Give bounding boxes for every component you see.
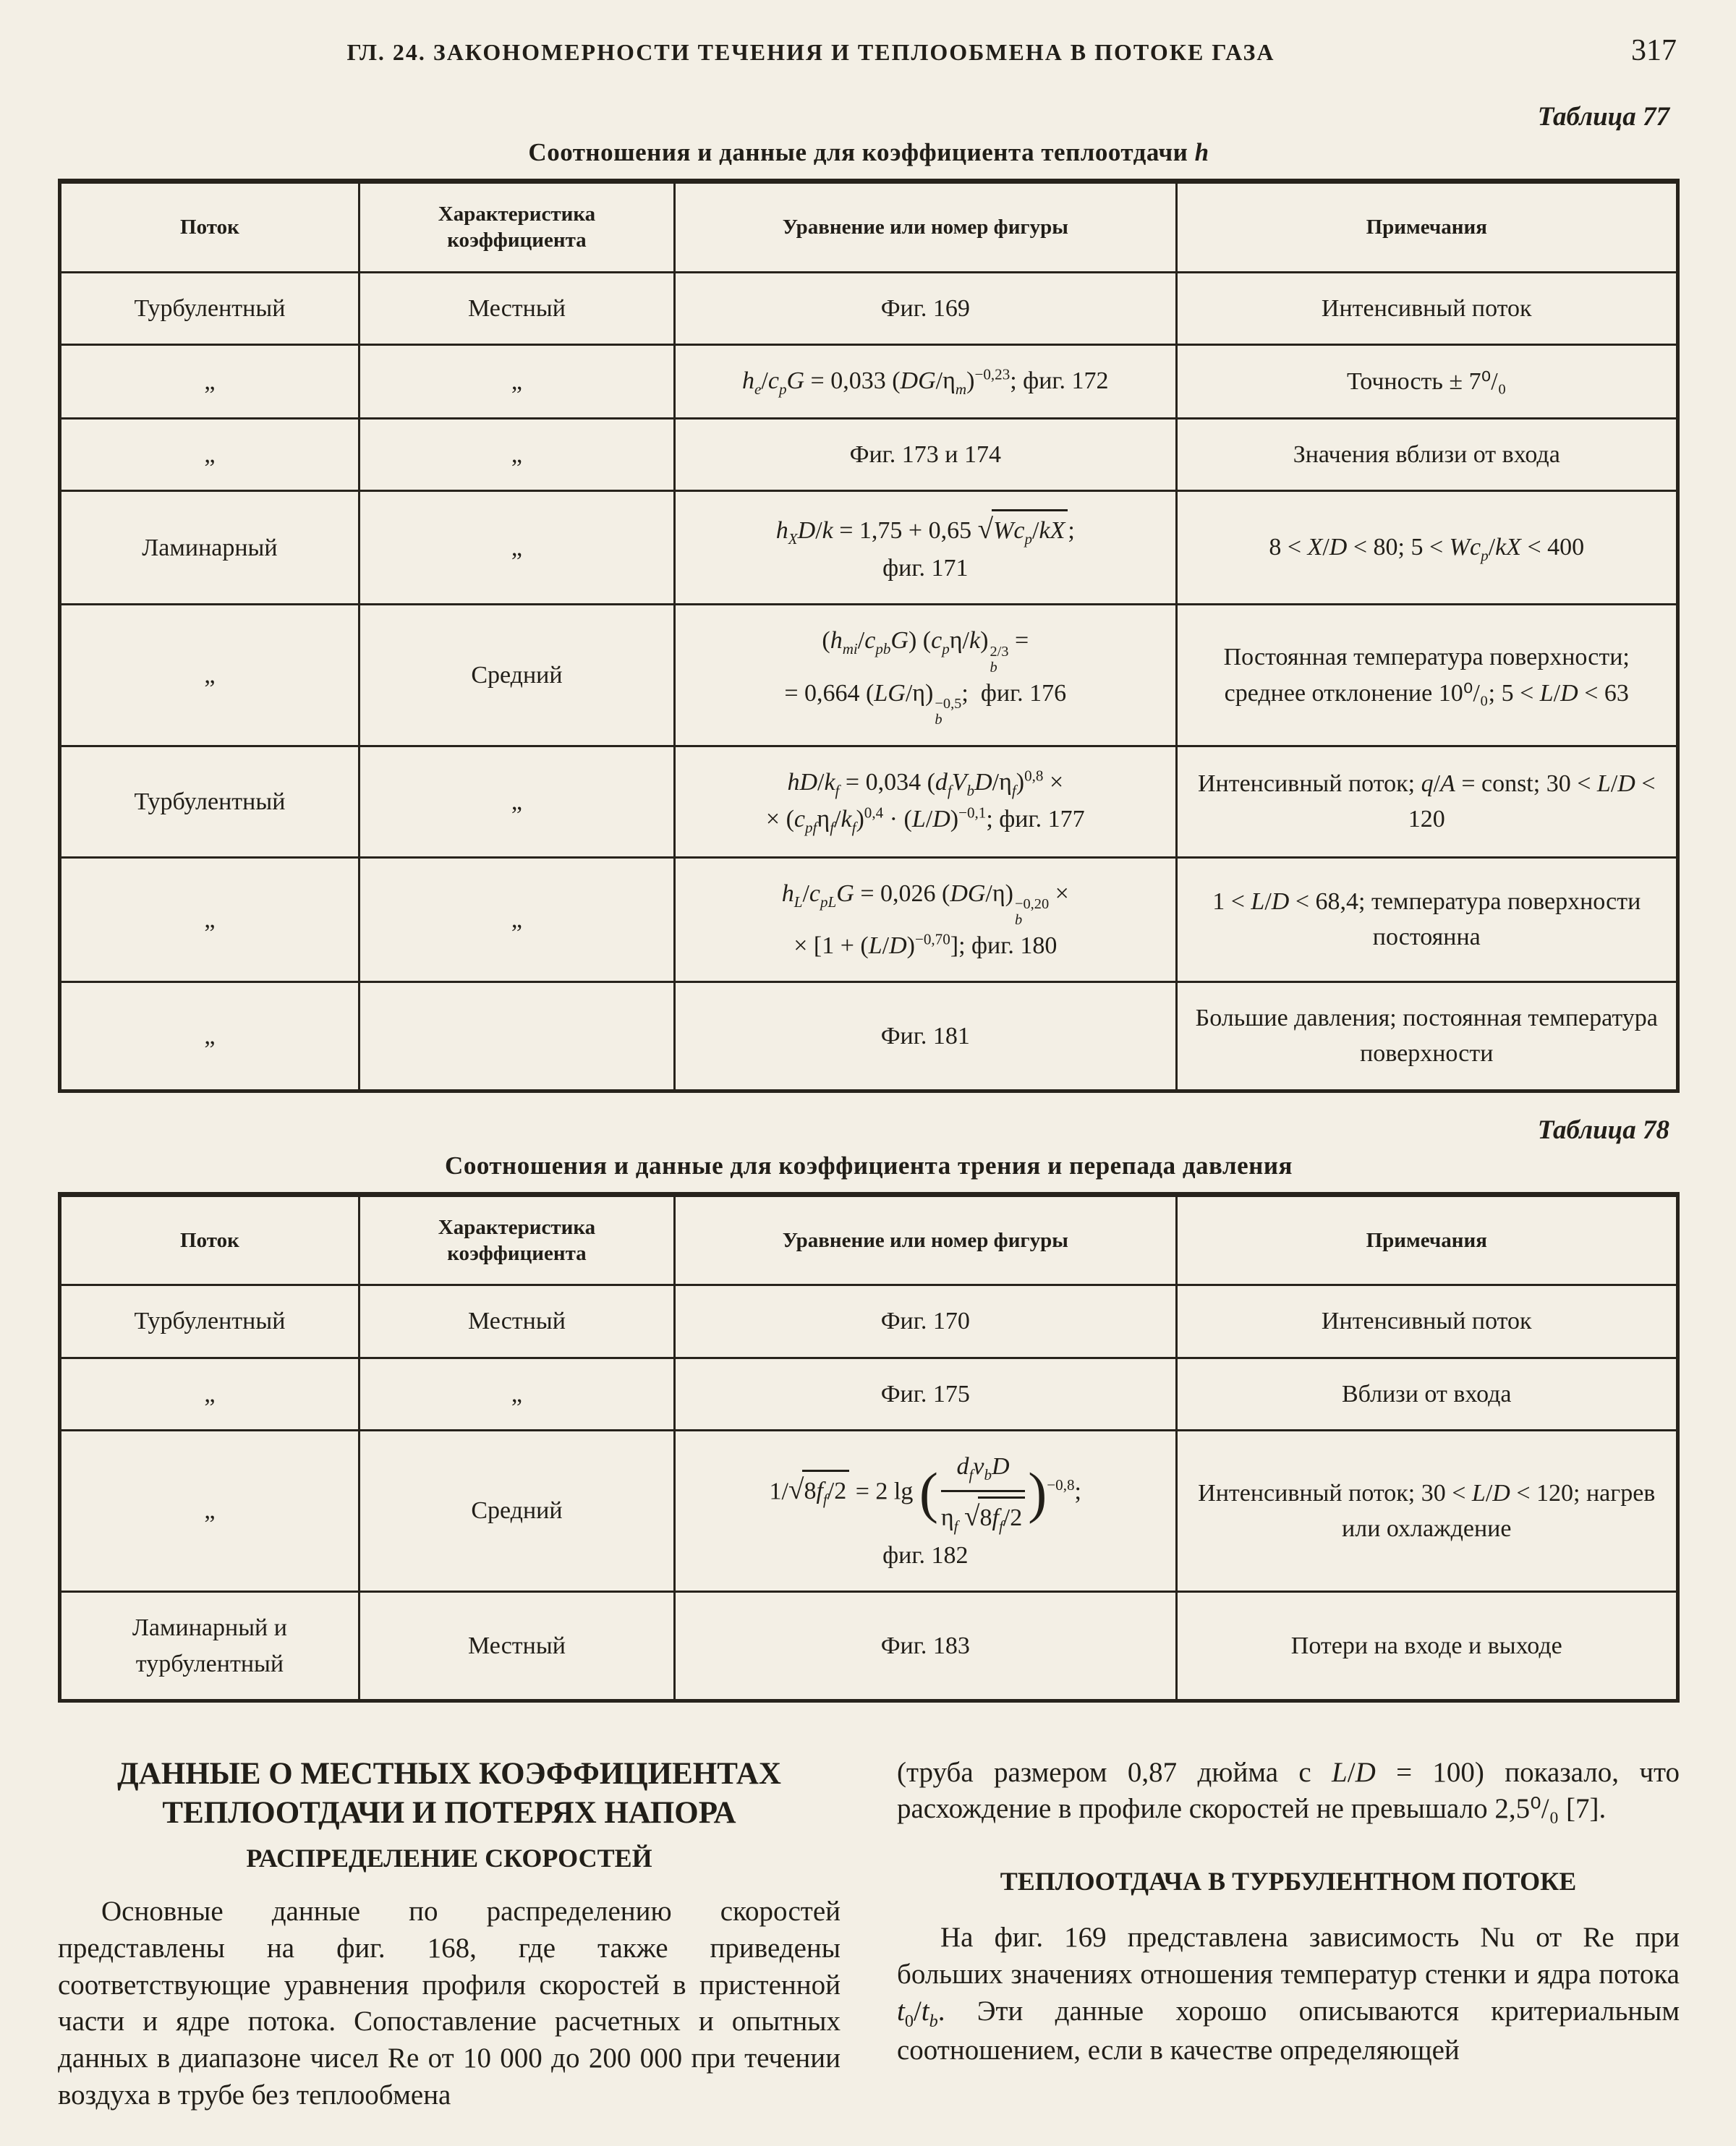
cell-flow: Турбулентный — [60, 746, 359, 857]
cell-notes: Интенсивный поток; 30 < L/D < 120; нагрев или охлаждение — [1176, 1430, 1677, 1591]
cell-equation: Фиг. 173 и 174 — [675, 419, 1176, 491]
table-77-header-row — [60, 182, 1678, 273]
cell-flow: Турбулентный — [60, 272, 359, 344]
table-row — [60, 491, 1678, 605]
cell-notes: Постоянная температура поверхности; среднее отклонение 10⁰/₀; 5 < L/D < 63 — [1176, 605, 1677, 746]
cell-notes: Интенсивный поток — [1176, 272, 1677, 344]
table-row — [60, 857, 1678, 982]
cell-equation: $h_XD/k = 1,75 + 0,65$ $√Wc_p/kX$ ; фиг. 171 — [675, 491, 1176, 605]
column-header-coefficient: Характеристика коэффициента — [359, 1194, 674, 1285]
column-header-notes: Примечания — [1176, 182, 1677, 273]
table-77-section — [58, 101, 1680, 1093]
table-row — [60, 1430, 1678, 1591]
cell-flow: „ — [60, 419, 359, 491]
column-header-coefficient: Характеристика коэффициента — [359, 182, 674, 273]
cell-equation: $hD/k_f = 0,034$ $(d_fV_bD/\eta_f)^{0,8}$ × × $(c_{pf}\eta_f/k_f)^{0,4} \cdot (L/D)^{-0,1}$; фиг. 177 — [675, 746, 1176, 857]
cell-notes: 8 < X/D < 80; $5 < Wc_p/kX < 400$ — [1176, 491, 1677, 605]
cell-equation: Фиг. 181 — [675, 982, 1176, 1091]
right-column — [897, 1755, 1680, 2114]
cell-flow: „ — [60, 605, 359, 746]
column-header-flow: Поток — [60, 182, 359, 273]
paragraph-turbulent-heat-transfer: На фиг. 169 представлена зависимость Nu от Re при больших значениях отношения температур стенки и ядра потока $t_0/t_b$. Эти данные хорошо описываются критериальным соотношением, если в качестве определяющей — [897, 1922, 1680, 2066]
table-row — [60, 419, 1678, 491]
left-column — [58, 1755, 841, 2114]
table-77-title: Соотношения и данные для коэффициента теплоотдачи h — [528, 138, 1209, 166]
section-heading-turbulent-heat-transfer: ТЕПЛООТДАЧА В ТУРБУЛЕНТНОМ ПОТОКЕ — [1000, 1867, 1577, 1896]
cell-coefficient: „ — [359, 344, 674, 418]
column-header-flow: Поток — [60, 1194, 359, 1285]
table-78-section — [58, 1115, 1680, 1703]
cell-equation: Фиг. 175 — [675, 1358, 1176, 1430]
page-number: 317 — [1631, 34, 1677, 67]
cell-equation: $h_L/c_{pL}G = 0,026$ (DG/η) −0,20 b × × $[1 + (L/D)^{-0,70}]$; фиг. 180 — [675, 857, 1176, 982]
cell-notes: Интенсивный поток — [1176, 1285, 1677, 1358]
column-header-notes: Примечания — [1176, 1194, 1677, 1285]
column-header-equation: Уравнение или номер фигуры — [675, 182, 1176, 273]
cell-notes: Вблизи от входа — [1176, 1358, 1677, 1430]
table-row — [60, 1358, 1678, 1430]
table-row — [60, 344, 1678, 418]
running-header: ГЛ. 24. ЗАКОНОМЕРНОСТИ ТЕЧЕНИЯ И ТЕПЛООБМЕНА В ПОТОКЕ ГАЗА — [346, 39, 1275, 65]
cell-coefficient: Местный — [359, 1592, 674, 1701]
column-header-equation: Уравнение или номер фигуры — [675, 1194, 1176, 1285]
cell-flow: Турбулентный — [60, 1285, 359, 1358]
table-row — [60, 272, 1678, 344]
cell-equation: $h_e/c_pG = 0,033$ $(DG/\eta_m)^{-0,23}$; фиг. 172 — [675, 344, 1176, 418]
running-head — [58, 33, 1680, 80]
section-heading-velocity-distribution: РАСПРЕДЕЛЕНИЕ СКОРОСТЕЙ — [246, 1844, 652, 1873]
body-text-section — [58, 1755, 1680, 2114]
cell-equation: $1/√8f_f/2 = 2$ lg ( $\frac{d_fv_bD}{\eta_f √8f_f/2}$ )$^{-0,8}$; фиг. 182 — [675, 1430, 1176, 1591]
table-78-caption: Таблица 78 — [1537, 1115, 1669, 1145]
cell-flow: „ — [60, 857, 359, 982]
cell-flow: „ — [60, 1358, 359, 1430]
cell-equation: $(h_{mi}/c_{pb}G)$ $(c_p\eta/k)$ 2/3 b = = 0,664 (LG/η) −0,5 b ; фиг. 176 — [675, 605, 1176, 746]
paragraph-continuation: (труба размером 0,87 дюйма с L/D = 100) показало, что расхождение в профиле скоростей не превышало 2,5⁰/₀ [7]. — [897, 1756, 1680, 1825]
cell-notes: Потери на входе и выходе — [1176, 1592, 1677, 1701]
cell-flow: „ — [60, 344, 359, 418]
table-row — [60, 746, 1678, 857]
section-heading-local-coefficients: ДАННЫЕ О МЕСТНЫХ КОЭФФИЦИЕНТАХ ТЕПЛООТДАЧИ И ПОТЕРЯХ НАПОРА — [117, 1756, 781, 1830]
cell-coefficient: Средний — [359, 1430, 674, 1591]
cell-notes: Интенсивный поток; q/A = const; 30 < L/D < 120 — [1176, 746, 1677, 857]
cell-coefficient: Средний — [359, 605, 674, 746]
cell-flow: „ — [60, 1430, 359, 1591]
cell-notes: Большие давления; постоянная температура поверхности — [1176, 982, 1677, 1091]
cell-flow: „ — [60, 982, 359, 1091]
paragraph-velocity-distribution: Основные данные по распределению скоростей представлены на фиг. 168, где также приведены соответствующие уравнения профиля скоростей в пристенной части и ядре потока. Сопоставление расчетных и опытных данных в диапазоне чисел Re от 10 000 до 200 000 при течении воздуха в трубе без теплообмена — [58, 1896, 841, 2111]
table-78 — [58, 1192, 1680, 1703]
cell-coefficient: Местный — [359, 1285, 674, 1358]
cell-coefficient: Местный — [359, 272, 674, 344]
cell-coefficient: „ — [359, 1358, 674, 1430]
table-row — [60, 982, 1678, 1091]
table-row — [60, 1592, 1678, 1701]
cell-coefficient: „ — [359, 746, 674, 857]
table-77 — [58, 179, 1680, 1093]
table-78-title: Соотношения и данные для коэффициента трения и перепада давления — [445, 1151, 1293, 1180]
cell-coefficient: „ — [359, 419, 674, 491]
cell-flow: Ламинарный и турбулентный — [60, 1592, 359, 1701]
cell-notes: Значения вблизи от входа — [1176, 419, 1677, 491]
cell-notes: 1 < L/D < 68,4; температура поверхности постоянна — [1176, 857, 1677, 982]
table-row — [60, 1285, 1678, 1358]
cell-equation: Фиг. 183 — [675, 1592, 1176, 1701]
cell-coefficient: „ — [359, 857, 674, 982]
cell-notes: Точность ± 7⁰/₀ — [1176, 344, 1677, 418]
cell-equation: Фиг. 170 — [675, 1285, 1176, 1358]
cell-coefficient — [359, 982, 674, 1091]
table-78-header-row — [60, 1194, 1678, 1285]
cell-equation: Фиг. 169 — [675, 272, 1176, 344]
cell-coefficient: „ — [359, 491, 674, 605]
table-row — [60, 605, 1678, 746]
table-77-caption: Таблица 77 — [1537, 102, 1669, 132]
cell-flow: Ламинарный — [60, 491, 359, 605]
